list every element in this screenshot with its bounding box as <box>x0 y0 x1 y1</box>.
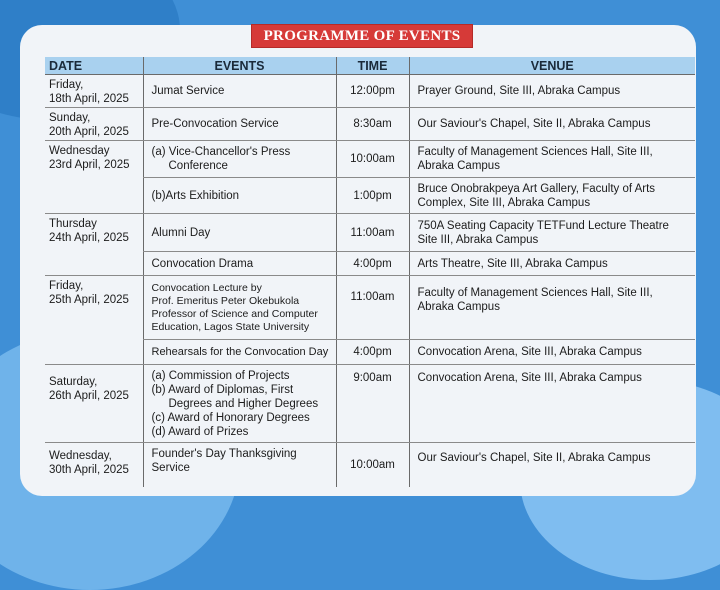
date-label: 24th April, 2025 <box>49 232 129 244</box>
event-line: Service <box>151 462 190 474</box>
time-cell: 10:00am <box>336 141 409 178</box>
day-label: Thursday <box>49 218 97 230</box>
event-cell: Rehearsals for the Convocation Day <box>143 340 336 365</box>
venue-cell: Our Saviour's Chapel, Site II, Abraka Campus <box>409 108 695 141</box>
column-header-events: EVENTS <box>143 57 336 75</box>
day-label: Friday, <box>49 79 84 91</box>
date-cell <box>45 276 143 365</box>
time-cell: 9:00am <box>336 365 409 443</box>
event-line: (a) Commission of Projects <box>151 369 290 382</box>
time-cell: 1:00pm <box>336 178 409 214</box>
time-cell: 11:00am <box>336 214 409 252</box>
day-label: Saturday, <box>49 376 98 388</box>
venue-cell: Arts Theatre, Site III, Abraka Campus <box>409 252 695 276</box>
event-line: (c) Award of Honorary Degrees <box>151 411 310 424</box>
date-label: 18th April, 2025 <box>49 93 129 105</box>
column-header-date: DATE <box>45 57 143 75</box>
time-cell: 8:30am <box>336 108 409 141</box>
event-line: (a) Vice-Chancellor's Press <box>151 146 291 158</box>
event-cell: (b)Arts Exhibition <box>143 178 336 214</box>
time-cell: 4:00pm <box>336 252 409 276</box>
table-row <box>45 443 695 487</box>
column-header-venue: VENUE <box>409 57 695 75</box>
date-label: 26th April, 2025 <box>49 390 129 402</box>
day-label: Wednesday, <box>49 450 112 462</box>
event-line: Education, Lagos State University <box>151 320 310 333</box>
event-line: Professor of Science and Computer <box>151 307 318 320</box>
date-cell <box>45 75 143 108</box>
event-cell <box>143 276 336 340</box>
table-row <box>45 141 695 178</box>
date-label: 23rd April, 2025 <box>49 159 130 171</box>
table-row <box>45 276 695 340</box>
event-cell <box>143 365 336 443</box>
events-table <box>45 57 695 487</box>
table-row <box>45 108 695 141</box>
table-row <box>45 340 695 365</box>
date-cell <box>45 214 143 276</box>
venue-cell: Faculty of Management Sciences Hall, Site III, Abraka Campus <box>409 141 695 178</box>
time-cell: 10:00am <box>336 443 409 487</box>
event-line: Convocation Lecture by <box>151 281 262 294</box>
table-row <box>45 75 695 108</box>
event-cell <box>143 443 336 487</box>
venue-cell: 750A Seating Capacity TETFund Lecture Theatre Site III, Abraka Campus <box>409 214 695 252</box>
time-cell: 11:00am <box>336 276 409 340</box>
table-row <box>45 365 695 443</box>
event-line: (b) Award of Diplomas, First <box>151 383 294 396</box>
event-cell: Pre-Convocation Service <box>143 108 336 141</box>
date-label: 20th April, 2025 <box>49 126 129 138</box>
event-line: Prof. Emeritus Peter Okebukola <box>151 294 300 307</box>
day-label: Sunday, <box>49 112 91 124</box>
event-cell: Alumni Day <box>143 214 336 252</box>
date-cell <box>45 108 143 141</box>
event-line: Founder's Day Thanksgiving <box>151 448 297 460</box>
time-cell: 4:00pm <box>336 340 409 365</box>
table-row <box>45 214 695 252</box>
table-row <box>45 252 695 276</box>
date-label: 30th April, 2025 <box>49 464 129 476</box>
venue-cell: Convocation Arena, Site III, Abraka Campus <box>409 340 695 365</box>
page-title: PROGRAMME OF EVENTS <box>251 24 473 48</box>
venue-cell: Prayer Ground, Site III, Abraka Campus <box>409 75 695 108</box>
table-row <box>45 178 695 214</box>
venue-cell: Bruce Onobrakpeya Art Gallery, Faculty of Arts Complex, Site III, Abraka Campus <box>409 178 695 214</box>
event-line: Degrees and Higher Degrees <box>168 397 319 410</box>
venue-cell: Our Saviour's Chapel, Site II, Abraka Campus <box>409 443 695 487</box>
event-cell <box>143 141 336 178</box>
event-cell: Convocation Drama <box>143 252 336 276</box>
date-cell <box>45 141 143 214</box>
venue-cell: Convocation Arena, Site III, Abraka Campus <box>409 365 695 443</box>
column-header-time: TIME <box>336 57 409 75</box>
table-header-row <box>45 57 695 75</box>
venue-cell: Faculty of Management Sciences Hall, Site III, Abraka Campus <box>409 276 695 340</box>
date-cell <box>45 365 143 443</box>
event-line: (d) Award of Prizes <box>151 425 249 438</box>
event-line: Conference <box>168 160 228 172</box>
date-label: 25th April, 2025 <box>49 294 129 306</box>
day-label: Wednesday <box>49 145 110 157</box>
date-cell <box>45 443 143 487</box>
day-label: Friday, <box>49 280 84 292</box>
time-cell: 12:00pm <box>336 75 409 108</box>
event-cell: Jumat Service <box>143 75 336 108</box>
